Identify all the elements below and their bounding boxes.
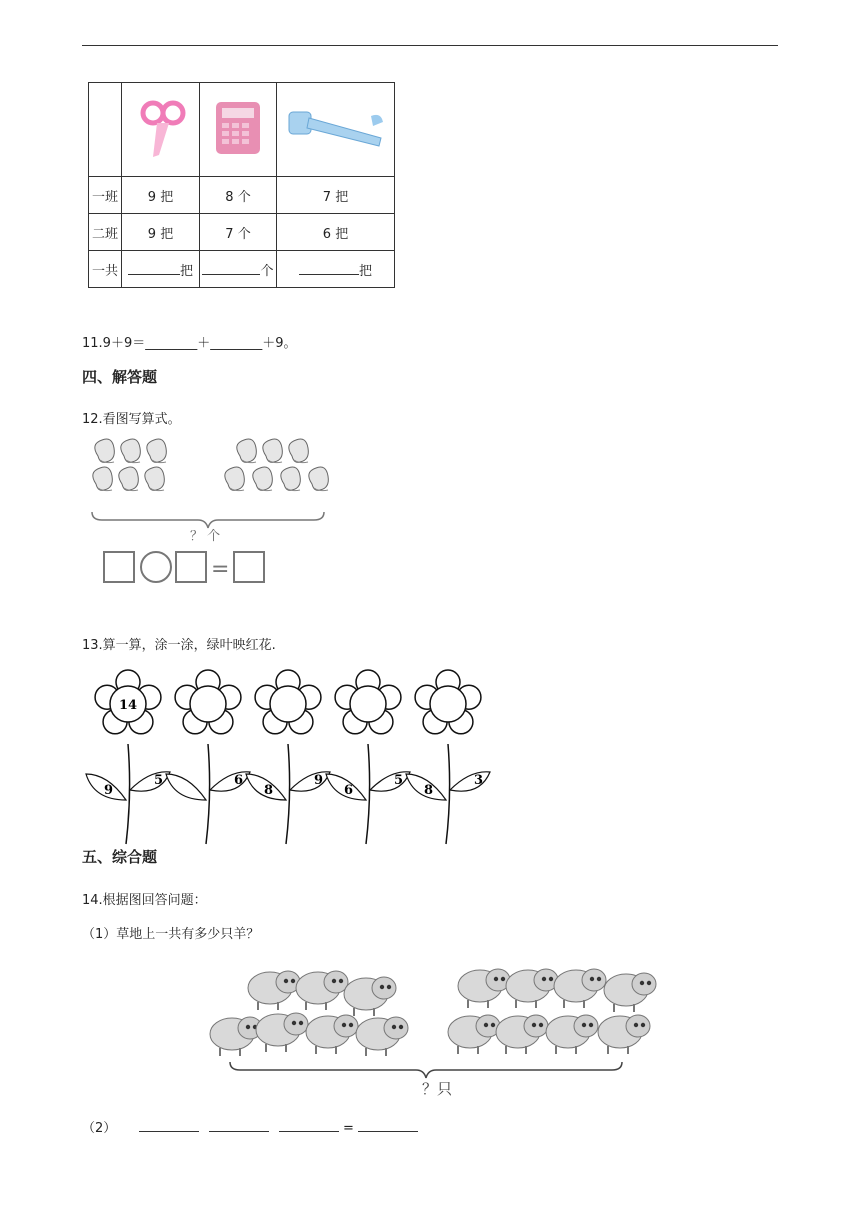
leaf-number: 5 [394,773,404,788]
sheep-icon [356,1017,408,1056]
table-cell: 8 个 [200,177,277,214]
peach-icon [289,439,309,463]
flower [246,670,330,844]
question-11: 11.9＋9＝________＋________＋9。 [82,336,297,351]
peach-icon [95,439,115,463]
table-cell: 6 把 [277,214,395,251]
operator-circle[interactable] [141,552,171,582]
sheep-icon [598,1015,650,1054]
table-cell: 9 把 [122,214,200,251]
brace-label: ？只 [422,1080,453,1098]
peach-icon [93,467,113,491]
answer-cell[interactable]: 把 [122,251,200,288]
table-row [89,214,395,251]
flower [326,670,410,844]
leaf-number: 9 [314,773,324,788]
left-leaf[interactable] [166,774,206,800]
leaf-number: 9 [104,783,114,798]
sheep-icon [458,969,510,1008]
corner-cell [89,83,122,177]
flower-center[interactable] [350,686,386,722]
question-13: 13.算一算，涂一涂，绿叶映红花. [82,638,276,653]
answer-box[interactable] [176,552,206,582]
answer-box[interactable] [234,552,264,582]
blank-1[interactable] [139,1119,199,1132]
sheep-icon [496,1015,548,1054]
ruler-image-cell [277,83,395,177]
question-14-part-1: （1）草地上一共有多少只羊？ [82,927,260,942]
header-rule [82,45,778,46]
right-leaf[interactable] [450,772,490,791]
peach-icon [121,439,141,463]
leaf-number: 8 [424,783,434,798]
right-leaf[interactable] [130,772,170,791]
peach-icon [147,439,167,463]
table-cell: 9 把 [122,177,200,214]
question-14: 14.根据图回答问题： [82,893,207,908]
leaf-number: 8 [264,783,274,798]
table-row [89,251,395,288]
calculator-image-cell [200,83,277,177]
peach-icon [225,467,245,491]
blank-2[interactable] [209,1119,269,1132]
sheep-icon [256,1013,308,1052]
section-4-title: 四、解答题 [82,368,158,386]
answer-cell[interactable]: 个 [200,251,277,288]
flower [166,670,250,844]
brace-label: ？ 个 [190,529,221,544]
row-label: 一班 [89,177,122,214]
supplies-table [88,82,395,288]
flower-center[interactable] [270,686,306,722]
sheep-icon [604,973,656,1012]
sheep-icon [344,977,396,1016]
peach-icon [309,467,329,491]
table-row [89,177,395,214]
sheep-icon [448,1015,500,1054]
row-label: 一共 [89,251,122,288]
leaf-number: 3 [474,773,484,788]
flower-center[interactable] [190,686,226,722]
sheep-icon [306,1015,358,1054]
right-leaf[interactable] [210,772,250,791]
flower-center[interactable] [430,686,466,722]
question-12: 12.看图写算式。 [82,412,181,427]
scissors-icon [131,93,191,163]
peach-icon [119,467,139,491]
sheep-icon [210,1017,262,1056]
sheep-icon [296,971,348,1010]
scissors-image-cell [122,83,200,177]
flower [86,670,170,844]
leaf-number: 6 [344,783,354,798]
peaches-illustration [88,440,348,590]
right-leaf[interactable] [290,772,330,791]
section-5-title: 五、综合题 [82,848,158,866]
ruler-icon [281,98,391,158]
table-cell: 7 个 [200,214,277,251]
peach-icon [281,467,301,491]
blank-answer[interactable] [358,1119,418,1132]
calculator-icon [210,98,266,158]
peach-icon [263,439,283,463]
leaf-number: 5 [154,773,164,788]
answer-box[interactable] [104,552,134,582]
table-cell: 7 把 [277,177,395,214]
sheep-illustration [200,958,670,1098]
peach-icon [237,439,257,463]
equals-sign: = [211,557,230,582]
sheep-icon [546,1015,598,1054]
flower [406,670,490,844]
peach-icon [145,467,165,491]
row-label: 二班 [89,214,122,251]
leaf-number: 6 [234,773,244,788]
sheep-icon [554,969,606,1008]
answer-cell[interactable]: 把 [277,251,395,288]
sheep-icon [506,969,558,1008]
question-14-part-2: （2） = [82,1117,418,1136]
right-leaf[interactable] [370,772,410,791]
flower-center-number: 14 [118,698,138,713]
blank-3[interactable] [279,1119,339,1132]
sheep-icon [248,971,300,1010]
peach-icon [253,467,273,491]
flowers-illustration [88,672,518,822]
